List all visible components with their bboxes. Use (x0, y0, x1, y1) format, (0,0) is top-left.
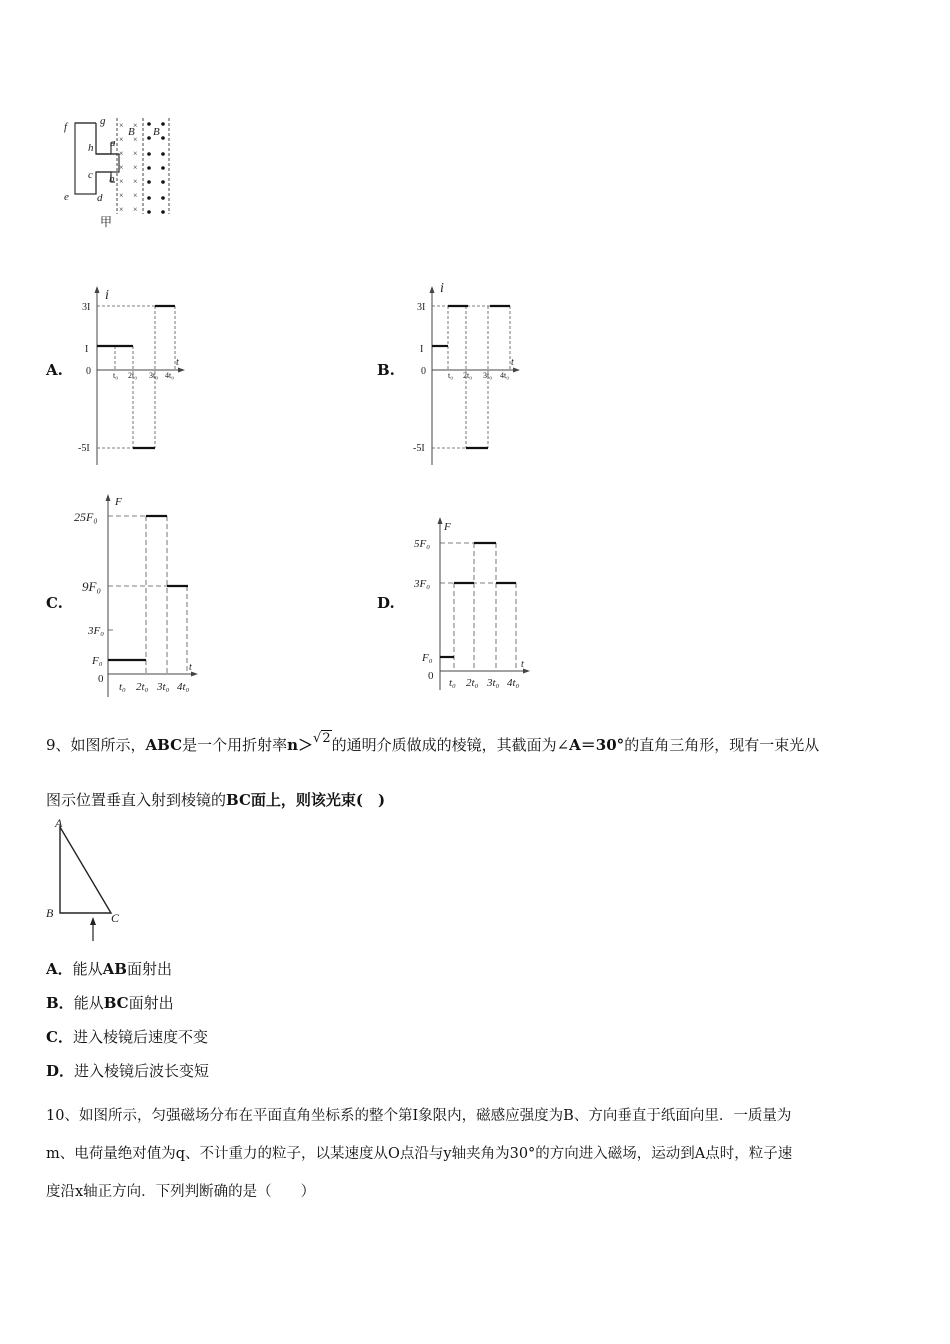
svg-text:×: × (119, 205, 124, 214)
xtick-t0: t₀ (119, 681, 126, 693)
svg-text:×: × (133, 149, 138, 158)
q9-line2: 图示位置垂直入射到棱镜的BC面上，则该光束( ) (46, 791, 386, 809)
q10-line2: m、电荷量绝对值为q、不计重力的粒子，以某速度从O点沿与y轴夹角为30°的方向进入磁场，运动到A点时，粒子速 (46, 1146, 793, 1162)
tick-0: 0 (98, 673, 104, 685)
label-b: b (109, 173, 115, 185)
tick-3I: 3I (82, 302, 91, 313)
label-e: e (64, 191, 69, 203)
label-a: a (110, 137, 116, 149)
svg-text:×: × (119, 149, 124, 158)
tick-I: I (420, 344, 424, 355)
svg-text:×: × (133, 121, 138, 130)
y-axis-label: F (444, 521, 451, 533)
tick-0: 0 (86, 366, 91, 377)
xtick-4t0: 4t₀ (500, 371, 510, 380)
svg-text:×: × (133, 177, 138, 186)
xtick-2t0: 2t₀ (128, 371, 138, 380)
figure-jia (55, 110, 185, 235)
tick-neg5I: -5I (413, 443, 425, 454)
option-d-label: D. (377, 594, 395, 612)
tick-neg5I: -5I (78, 443, 90, 454)
label-B1: B (128, 126, 135, 138)
label-f: f (64, 121, 68, 133)
svg-text:×: × (133, 191, 138, 200)
xtick-2t0: 2t₀ (463, 371, 473, 380)
sqrt-expression: √2 (313, 731, 331, 746)
vertex-C: C (111, 911, 120, 925)
xtick-2t0: 2t₀ (136, 681, 149, 693)
tick-3I: 3I (417, 302, 426, 313)
q9-line1: 9、如图所示，ABC是一个用折射率n＞√2的通明介质做成的棱镜，其截面为∠A＝30°的直角三角形，现有一束光从 (46, 731, 820, 754)
graph-option-a (75, 280, 205, 470)
q10-line3: 度沿x轴正方向．下列判断确的是（ ） (46, 1184, 316, 1200)
label-c: c (88, 169, 93, 181)
svg-text:×: × (119, 121, 124, 130)
y-axis-label: i (440, 281, 444, 296)
prism-figure (40, 815, 130, 945)
xtick-3t0: 3t₀ (157, 681, 170, 693)
q9-answer-c[interactable]: C．进入棱镜后速度不变 (46, 1028, 208, 1046)
label-g: g (100, 115, 106, 127)
tick-9F0: 9F₀ (82, 579, 101, 594)
xtick-2t0: 2t₀ (466, 677, 479, 689)
q10-line1: 10、如图所示，匀强磁场分布在平面直角坐标系的整个第Ⅰ象限内，磁感应强度为B、方向垂直于纸面向里．一质量为 (46, 1108, 792, 1124)
xtick-t0: t₀ (448, 371, 454, 380)
svg-text:×: × (119, 163, 124, 172)
svg-text:×: × (133, 163, 138, 172)
label-d: d (97, 192, 103, 204)
x-axis-label: t (511, 357, 514, 368)
tick-3F0: 3F₀ (88, 625, 105, 637)
graph-option-c (70, 492, 210, 702)
xtick-t0: t₀ (449, 677, 456, 689)
label-B2: B (153, 126, 160, 138)
option-c-label: C. (46, 594, 63, 612)
svg-text:×: × (119, 135, 124, 144)
option-b-label: B. (377, 361, 395, 379)
graph-option-d (410, 515, 540, 695)
tick-5F0: 5F₀ (414, 538, 431, 550)
xtick-3t0: 3t₀ (149, 371, 159, 380)
svg-text:×: × (119, 177, 124, 186)
tick-F0: F₀ (422, 652, 433, 664)
svg-text:×: × (133, 205, 138, 214)
figure-caption: 甲 (100, 215, 113, 229)
svg-text:×: × (133, 135, 138, 144)
q9-answer-d[interactable]: D．进入棱镜后波长变短 (46, 1062, 210, 1080)
xtick-4t0: 4t₀ (507, 677, 520, 689)
tick-F0: F₀ (92, 655, 103, 667)
tick-3F0: 3F₀ (414, 578, 431, 590)
xtick-t0: t₀ (113, 371, 119, 380)
option-a-label: A. (46, 361, 63, 379)
svg-text:×: × (119, 191, 124, 200)
xtick-3t0: 3t₀ (483, 371, 493, 380)
x-axis-label: t (521, 659, 524, 670)
q9-answer-a[interactable]: A．能从AB面射出 (46, 960, 172, 978)
y-axis-label: i (105, 288, 109, 303)
x-axis-label: t (176, 357, 179, 368)
q9-answer-b[interactable]: B．能从BC面射出 (46, 994, 174, 1012)
vertex-A: A (55, 816, 63, 830)
graph-option-b (410, 280, 540, 470)
y-axis-label: F (115, 496, 122, 508)
label-h: h (88, 142, 94, 154)
tick-25F0: 25F₀ (74, 510, 98, 524)
x-axis-label: t (189, 662, 192, 673)
xtick-4t0: 4t₀ (177, 681, 190, 693)
vertex-B: B (46, 906, 54, 920)
tick-I: I (85, 344, 89, 355)
tick-0: 0 (428, 670, 434, 682)
xtick-4t0: 4t₀ (165, 371, 175, 380)
tick-0: 0 (421, 366, 426, 377)
xtick-3t0: 3t₀ (487, 677, 500, 689)
